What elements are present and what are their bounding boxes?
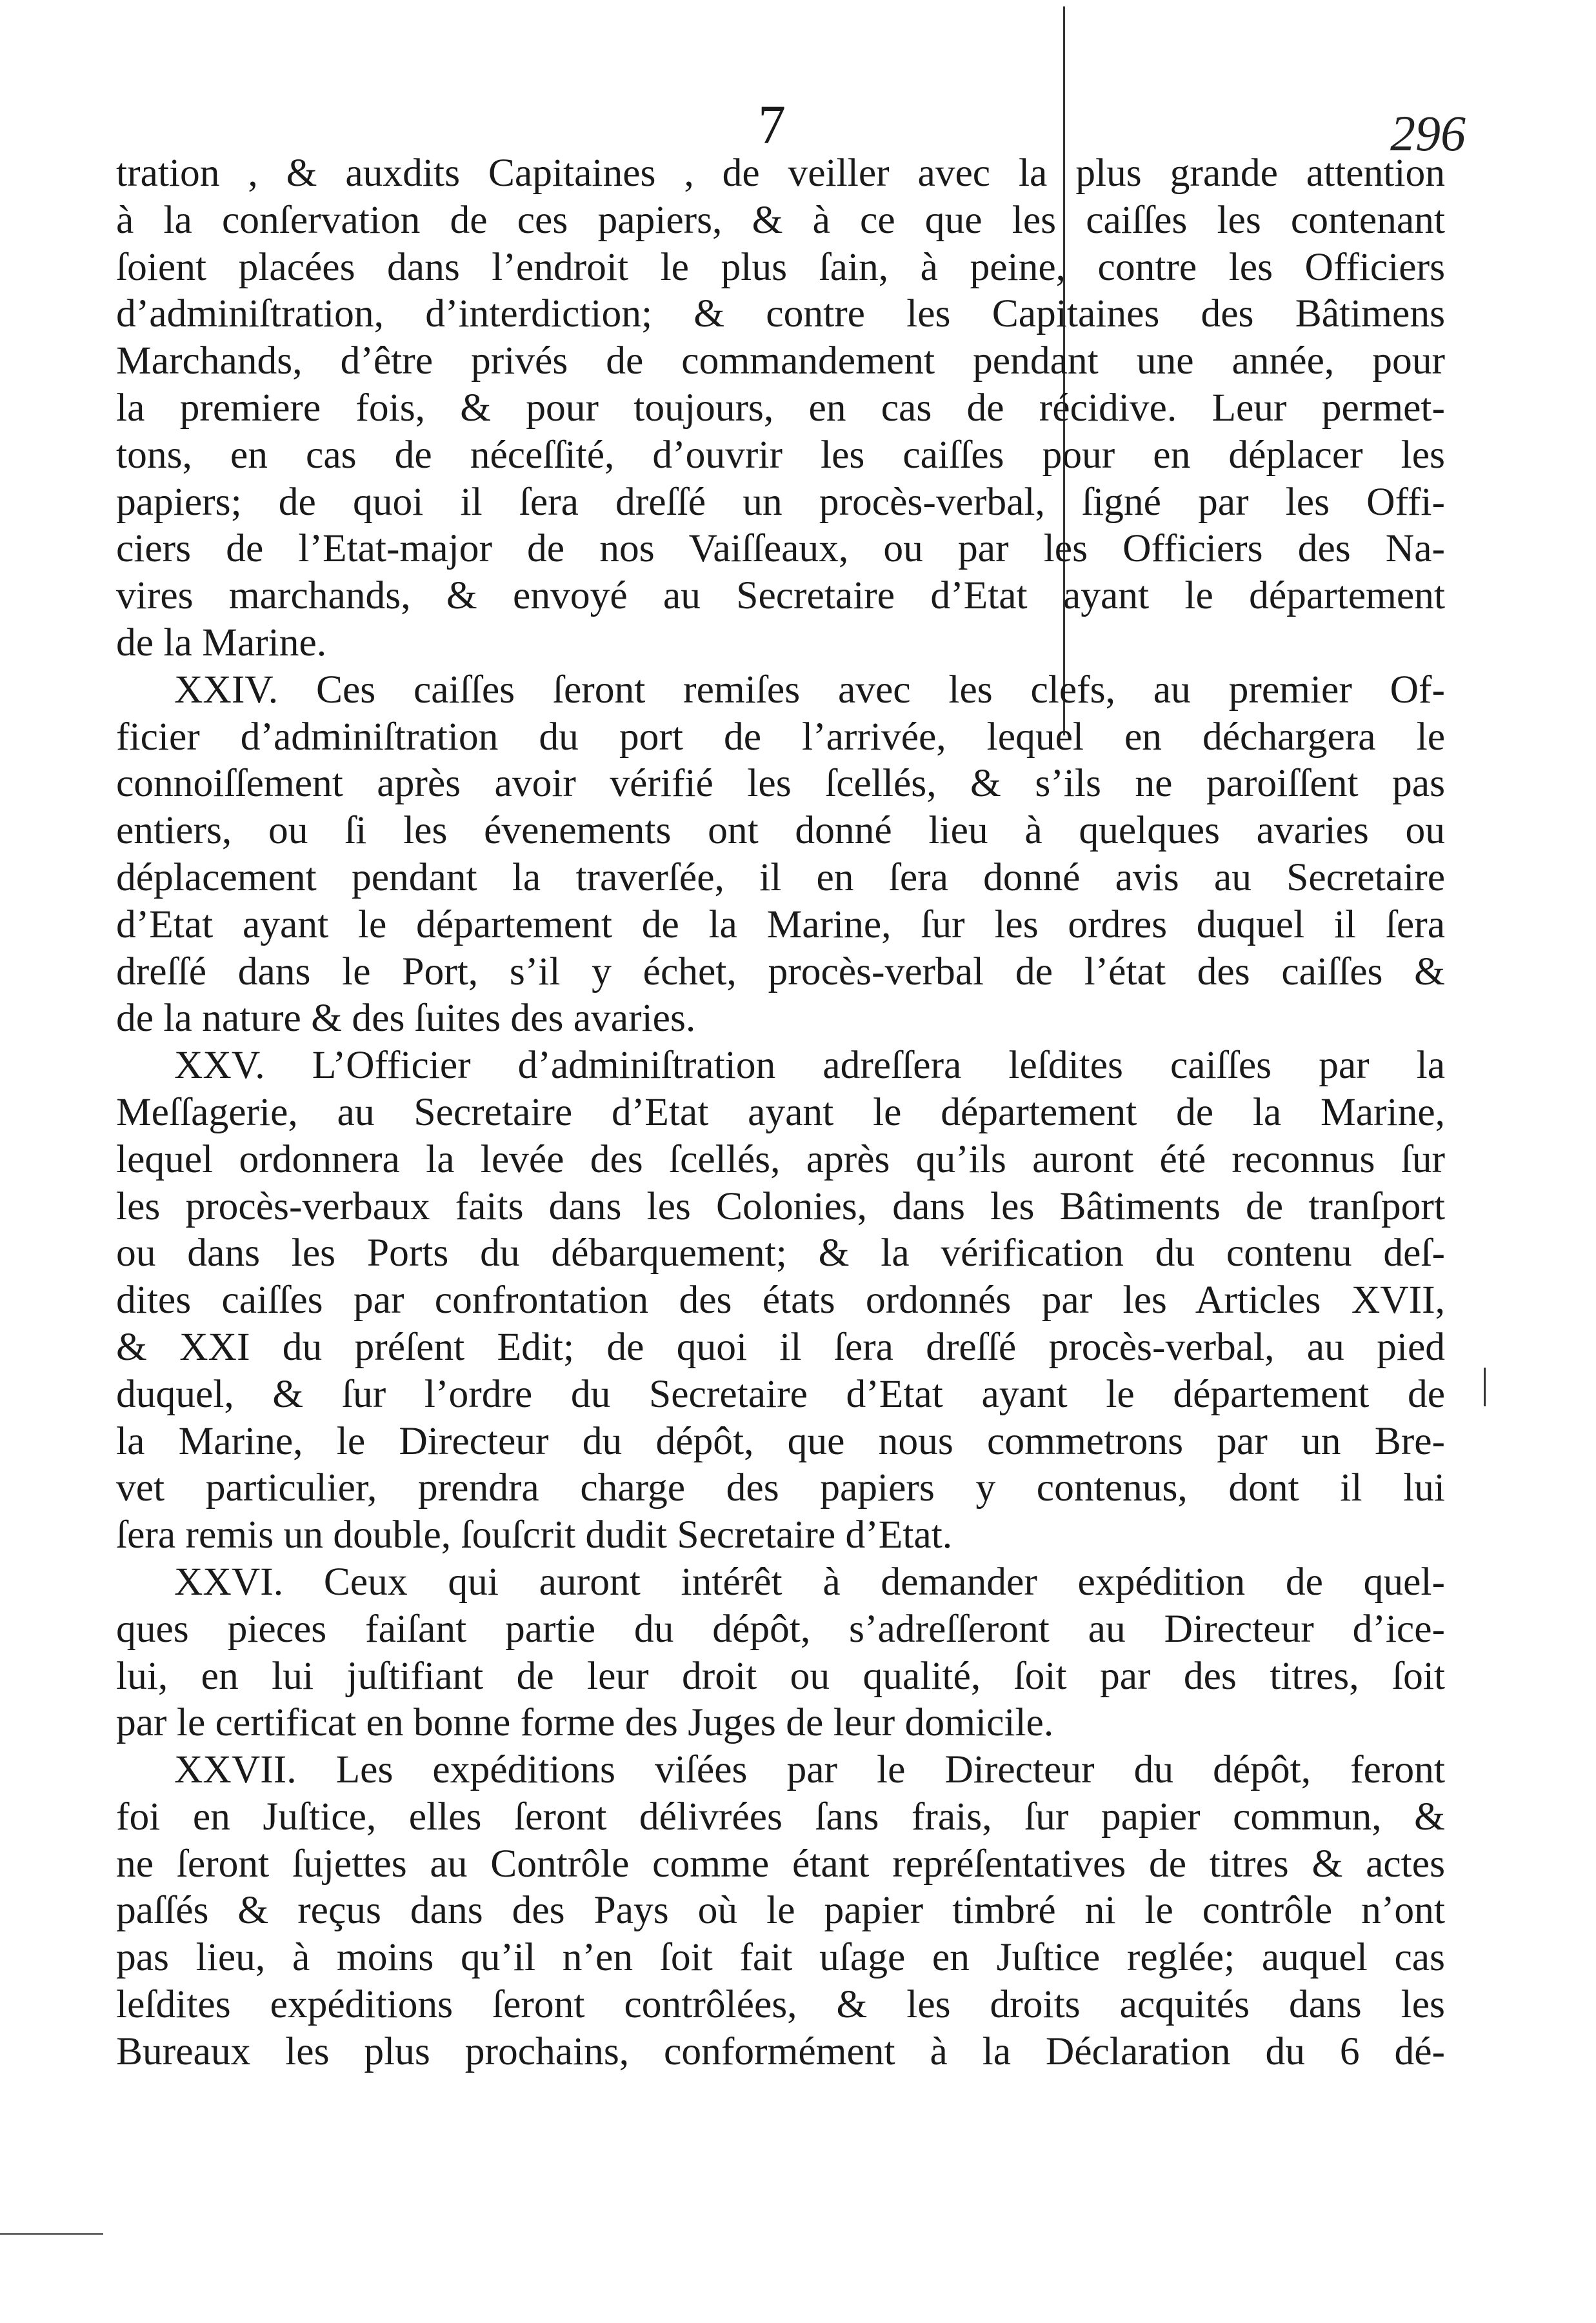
text-line: tons, en cas de néceſſité, d’ouvrir les caiſſes pour en déplacer les [116,432,1445,477]
text-line: & XXI du préſent Edit; de quoi il ſera dreſſé procès-verbal, au pied [116,1324,1445,1369]
text-line: ſoient placées dans l’endroit le plus ſain, à peine, contre les Officiers [116,244,1445,289]
article-xxvi-heading-line: XXVI. Ceux qui auront intérêt à demander expédition de quel- [174,1559,1445,1604]
text-line: Meſſagerie, au Secretaire d’Etat ayant le département de la Marine, [116,1090,1445,1134]
text-line: les procès-verbaux faits dans les Colonies, dans les Bâtiments de tranſport [116,1184,1445,1228]
text-line: pas lieu, à moins qu’il n’en ſoit fait uſage en Juſtice reglée; auquel cas [116,1935,1445,1980]
text-line: foi en Juſtice, elles ſeront délivrées ſans frais, ſur papier commun, & [116,1794,1445,1839]
text-line: la premiere fois, & pour toujours, en cas de récidive. Leur permet- [116,385,1445,430]
text-line: entiers, ou ſi les évenements ont donné lieu à quelques avaries ou [116,808,1445,853]
text-line: de la Marine. [116,620,327,664]
text-line: Bureaux les plus prochains, conformément à la Déclaration du 6 dé- [116,2029,1445,2073]
text-line: ne ſeront ſujettes au Contrôle comme étant repréſentatives de titres & actes [116,1841,1445,1886]
text-line: ciers de l’Etat-major de nos Vaiſſeaux, ou par les Officiers des Na- [116,526,1445,571]
text-line: ques pieces faiſant partie du dépôt, s’adreſſeront au Directeur d’ice- [116,1606,1445,1651]
handwritten-folio-number: 296 [1390,105,1466,161]
page-number: 7 [758,94,786,155]
text-line: ficier d’adminiſtration du port de l’arrivée, lequel en déchargera le [116,714,1445,759]
margin-mark [0,2233,103,2235]
text-line: d’Etat ayant le département de la Marine, ſur les ordres duquel il ſera [116,902,1445,946]
text-line: vet particulier, prendra charge des papiers y contenus, dont il lui [116,1466,1445,1510]
text-line: vires marchands, & envoyé au Secretaire d’Etat ayant le département [116,573,1445,618]
margin-tick-mark [1484,1368,1486,1406]
text-line: dreſſé dans le Port, s’il y échet, procès-verbal de l’état des caiſſes & [116,949,1445,993]
article-xxvii-heading-line: XXVII. Les expéditions viſées par le Directeur du dépôt, feront [174,1748,1445,1792]
text-line: connoiſſement après avoir vérifié les ſcellés, & s’ils ne paroiſſent pas [116,761,1445,806]
text-line: de la nature & des ſuites des avaries. [116,996,696,1041]
text-line: d’adminiſtration, d’interdiction; & contre les Capitaines des Bâtimens [116,292,1445,336]
text-line: à la conſervation de ces papiers, & à ce que les caiſſes les contenant [116,197,1445,242]
text-line: paſſés & reçus dans des Pays où le papier timbré ni le contrôle n’ont [116,1888,1445,1933]
text-line: tration , & auxdits Capitaines , de veiller avec la plus grande attention [116,151,1445,195]
text-line: papiers; de quoi il ſera dreſſé un procès-verbal, ſigné par les Offi- [116,479,1445,524]
text-line: ou dans les Ports du débarquement; & la vérification du contenu deſ- [116,1231,1445,1275]
text-line: duquel, & ſur l’ordre du Secretaire d’Etat ayant le département de [116,1371,1445,1416]
text-line: leſdites expéditions ſeront contrôlées, & les droits acquités dans les [116,1982,1445,2027]
text-line: déplacement pendant la traverſée, il en ſera donné avis au Secretaire [116,855,1445,899]
body-text [116,150,1445,2075]
text-line: ſera remis un double, ſouſcrit dudit Secretaire d’Etat. [116,1513,953,1557]
text-line: lui, en lui juſtifiant de leur droit ou qualité, ſoit par des titres, ſoit [116,1653,1445,1698]
article-xxv-heading-line: XXV. L’Officier d’adminiſtration adreſſera leſdites caiſſes par la [174,1043,1445,1088]
text-line: lequel ordonnera la levée des ſcellés, après qu’ils auront été reconnus ſur [116,1137,1445,1181]
text-line: Marchands, d’être privés de commandement pendant une année, pour [116,339,1445,383]
text-line: dites caiſſes par confrontation des états ordonnés par les Articles XVII, [116,1278,1445,1322]
text-line: par le certificat en bonne forme des Juges de leur domicile. [116,1700,1054,1745]
article-xxiv-heading-line: XXIV. Ces caiſſes ſeront remiſes avec les clefs, au premier Of- [174,667,1445,712]
text-line: la Marine, le Directeur du dépôt, que nous commetrons par un Bre- [116,1419,1445,1463]
